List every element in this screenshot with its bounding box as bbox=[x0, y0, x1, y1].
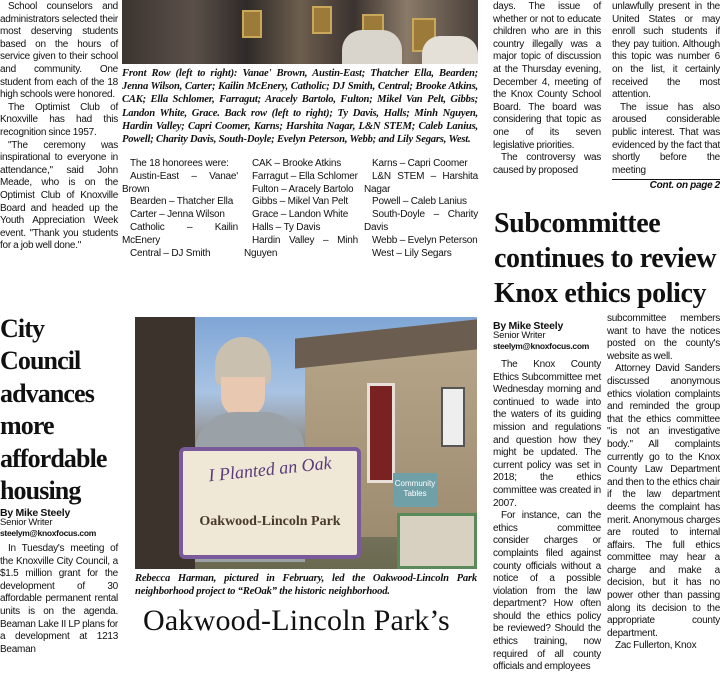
community-tables-board: Community Tables bbox=[393, 473, 437, 507]
oakwood-headline: Oakwood-Lincoln Park’s bbox=[143, 604, 450, 637]
school-board-article-col1: days. The issue of whether or not to educate children who are in this country illegally was a major topic of discussion at the Thursday evening, December 4, meeting of the Knox County School Board. The board was considering that topic as one of its seven legislative priorities. The controversy was caused by proposed bbox=[493, 1, 601, 176]
ethics-headline: Subcommittee continues to review Knox ethics policy bbox=[494, 208, 717, 309]
council-headline: City Council advances more affordable housing bbox=[0, 314, 107, 506]
oakwood-lincoln-park-photo bbox=[135, 317, 477, 569]
i-planted-an-oak-sign: I Planted an Oak Oakwood-Lincoln Park bbox=[179, 447, 361, 559]
honorees-group-photo bbox=[122, 0, 478, 64]
honorees-list-col3: Karns – Capri Coomer L&N STEM – Harshita Nagar Powell – Caleb Lanius South-Doyle – Charity Davis Webb – Evelyn Peterson West – Lily Segars bbox=[364, 158, 478, 259]
ethics-article-col1: By Mike Steely Senior Writer steelym@knoxfocus.com The Knox County Ethics Subcommittee met Wednesday morning and continued to wade into the waters of its guiding mission and regulations and question how they might be updated. The current policy was set in 2018; the ethics committee was created in 2007. For instance, can the ethics committee consider charges or complaints filed against county officials without a notice of a possible violation from the law department? How often should the ethics policy be reviewed? Should the ethics training, now required of all county officials and employees bbox=[493, 320, 601, 673]
school-board-article-col2: unlawfully present in the United States or may enroll such students if they pay tuition. Although this topic was number 6 on the list, it certainly received the most attention. The issue has also aroused considerable public interest. That was evidenced by the fact that shortly before the meeting Cont. on page 2 bbox=[612, 1, 720, 192]
honorees-list-col1: The 18 honorees were: Austin-East – Vanae' Brown Bearden – Thatcher Ella Carter – Jenna Wilson Catholic – Kailin McEnery Central – DJ Smith bbox=[122, 158, 238, 259]
ethics-byline: By Mike Steely Senior Writer steelym@knoxfocus.com bbox=[493, 320, 589, 351]
honorees-list-col2: CAK – Brooke Atkins Farragut – Ella Schlomer Fulton – Aracely Bartolo Gibbs – Mikel Van Pelt Grace – Landon White Halls – Ty Davis Hardin Valley – Minh Nguyen bbox=[244, 158, 358, 259]
oakwood-photo-caption: Rebecca Harman, pictured in February, led the Oakwood-Lincoln Park neighborhood project to “ReOak” the historic neighborhood. bbox=[135, 573, 477, 598]
left-top-article-text: School counselors and administrators selected their most deserving students based on the hours of service given to their school and community. One student from each of the 18 high schools were honored. The Optimist Club of Knoxville has had this recognition since 1957. "The ceremony was inspirational to everyone in attendance," said John Meade, who is on the Optimist Club of Knoxville Board and headed up the Youth Appreciation Week event. "Thank you students for a job well done." bbox=[0, 1, 118, 252]
honorees-photo-caption: Front Row (left to right): Vanae' Brown, Austin-East; Thatcher Ella, Bearden; Jenna Wilson, Carter; Kailin McEnery, Catholic; DJ Smith, Central; Brooke Atkins, CAK; Ella Schlomer, Farragut; Aracely Bartolo, Fulton; Mikel Van Pelt, Gibbs; Landon White, Grace. Back row (left to right); Ty Davis, Halls; Minh Nguyen, Hardin Valley; Capri Coomer, Karns; Harshita Nagar, L&N STEM; Caleb Lanius, Powell; Charity Davis, South-Doyle; Evelyn Peterson, Webb; and Lily Segars, West. bbox=[122, 68, 478, 146]
ethics-article-col2: subcommittee members want to have the notices posted on the county's website as well. Attorney David Sanders discussed anonymous ethics violation complaints and reminded the group that the ethics committee "is not an investigative body." All complaints currently go to the Knox County Law Department and then to the ethics chair if the law department deems the complaint has merit. Anonymous charges are routed to internal affairs. The full ethics committee may hear a charge and make a decision, but it has no power other than passing along its decision to the appropriate county department. Zac Fullerton, Knox bbox=[607, 313, 720, 652]
continued-on-page-link[interactable]: Cont. on page 2 bbox=[612, 179, 720, 191]
council-article-text: By Mike Steely Senior Writer steelym@knoxfocus.com In Tuesday's meeting of the Knoxville City Council, a $1.5 million grant for the development of 30 affordable permanent rental units is on the agenda. Beaman Lake II LP plans for a development at 1213 Beaman bbox=[0, 507, 118, 655]
council-byline: By Mike Steely Senior Writer steelym@knoxfocus.com bbox=[0, 507, 96, 538]
